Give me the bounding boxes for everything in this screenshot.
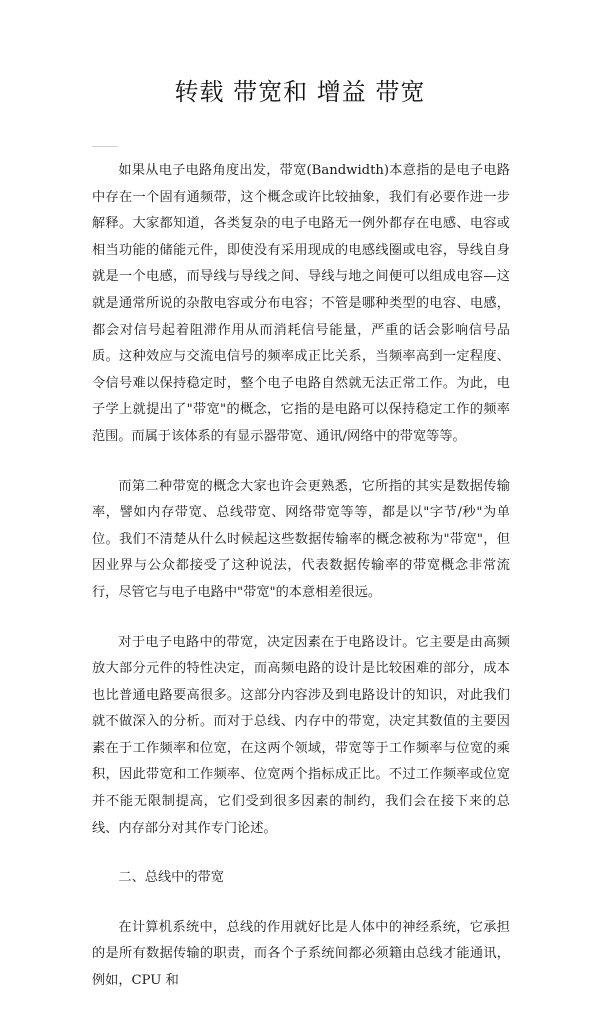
title-divider — [92, 146, 118, 147]
section-heading: 二、总线中的带宽 — [118, 870, 224, 886]
paragraph-bandwidth-factors: 对于电子电路中的带宽，决定因素在于电路设计。它主要是由高频放大部分元件的特性决定，而高频电路的设计是比较困难的部分，成本也比普通电路要高很多。这部分内容涉及到电路设计的知识，对此我们就不做深入的分析。而对于总线、内存中的带宽，决定其数值的主要因素在于工作频率和位宽，在这两个领域，带宽等于工作频率与位宽的乘积，因此带宽和工作频率、位宽两个指标成正比。不过工作频率或位宽并不能无限制提高，它们受到很多因素的制约，我们会在接下来的总线、内存部分对其作专门论述。 — [92, 634, 510, 836]
page-title: 转载 带宽和 增益 带宽 — [174, 78, 426, 106]
document-body — [92, 158, 510, 1018]
paragraph-bandwidth-circuit: 如果从电子电路角度出发，带宽(Bandwidth)本意指的是电子电路中存在一个固有通频带，这个概念或许比较抽象，我们有必要作进一步解释。大家都知道，各类复杂的电子电路无一例外都存在电感、电容或相当功能的储能元件，即使没有采用现成的电感线圈或电容，导线自身就是一个电感，而导线与导线之间、导线与地之间便可以组成电容—这就是通常所说的杂散电容或分布电容；不管是哪种类型的电容、电感，都会对信号起着阻滞作用从而消耗信号能量，严重的话会影响信号品质。这种效应与交流电信号的频率成正比关系，当频率高到一定程度、令信号难以保持稳定时，整个电子电路自然就无法正常工作。为此，电子学上就提出了"带宽"的概念，它指的是电路可以保持稳定工作的频率范围。而属于该体系的有显示器带宽、通讯/网络中的带宽等等。 — [92, 163, 510, 444]
paragraph-bandwidth-data-rate: 而第二种带宽的概念大家也许会更熟悉，它所指的其实是数据传输率，譬如内存带宽、总线带宽、网络带宽等等，都是以"字节/秒"为单位。我们不清楚从什么时候起这些数据传输率的概念被称为"带宽"，但因业界与公众都接受了这种说法，代表数据传输率的带宽概念非常流行，尽管它与电子电路中"带宽"的本意相差很远。 — [92, 478, 510, 600]
paragraph-bus: 在计算机系统中，总线的作用就好比是人体中的神经系统，它承担的是所有数据传输的职责，而各个子系统间都必须籍由总线才能通讯，例如，CPU 和 — [92, 919, 510, 989]
